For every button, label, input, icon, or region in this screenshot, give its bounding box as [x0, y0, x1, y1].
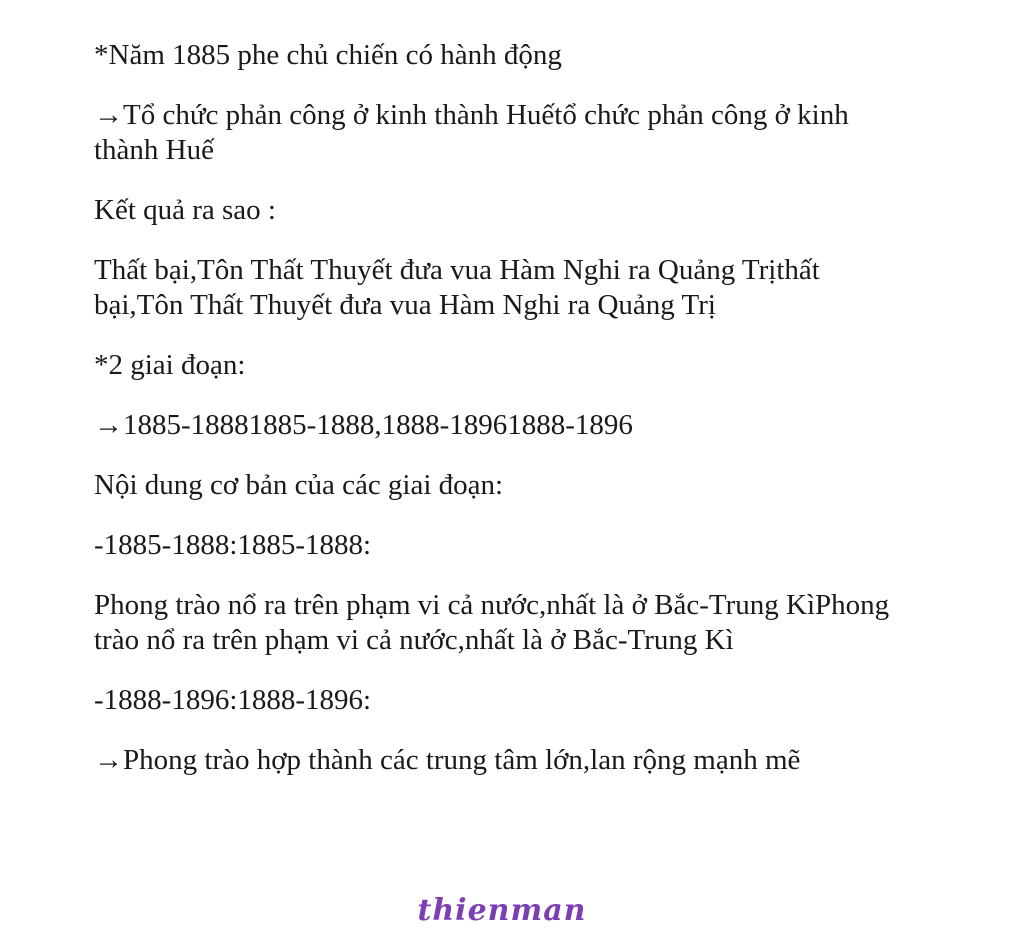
- paragraph-result-answer: Thất bại,Tôn Thất Thuyết đưa vua Hàm Nghi ra Quảng Trịthất bại,Tôn Thất Thuyết đưa vua Hàm Nghi ra Quảng Trị: [94, 254, 820, 321]
- document-body: [94, 38, 914, 803]
- paragraph-stage-2-label: -1888-1896:1888-1896:: [94, 684, 372, 716]
- paragraph-result-question: Kết quả ra sao :: [94, 194, 276, 226]
- paragraph-counterattack-hue: →Tổ chức phản công ở kinh thành Huếtổ chức phản công ở kinh thành Huế: [94, 99, 849, 166]
- paragraph-content-heading: Nội dung cơ bản của các giai đoạn:: [94, 469, 504, 501]
- signature-watermark: thienman: [417, 893, 587, 928]
- paragraph-stage-1-label: -1885-1888:1885-1888:: [94, 529, 372, 561]
- paragraph-stage-2-content: →Phong trào hợp thành các trung tâm lớn,lan rộng mạnh mẽ: [94, 744, 801, 776]
- paragraph-stage-1-content: Phong trào nổ ra trên phạm vi cả nước,nhất là ở Bắc-Trung KìPhong trào nổ ra trên phạm vi cả nước,nhất là ở Bắc-Trung Kì: [94, 589, 890, 656]
- paragraph-stage-years: →1885-18881885-1888,1888-18961888-1896: [94, 409, 633, 441]
- paragraph-action-1885: *Năm 1885 phe chủ chiến có hành động: [94, 39, 562, 71]
- paragraph-two-stages: *2 giai đoạn:: [94, 349, 246, 381]
